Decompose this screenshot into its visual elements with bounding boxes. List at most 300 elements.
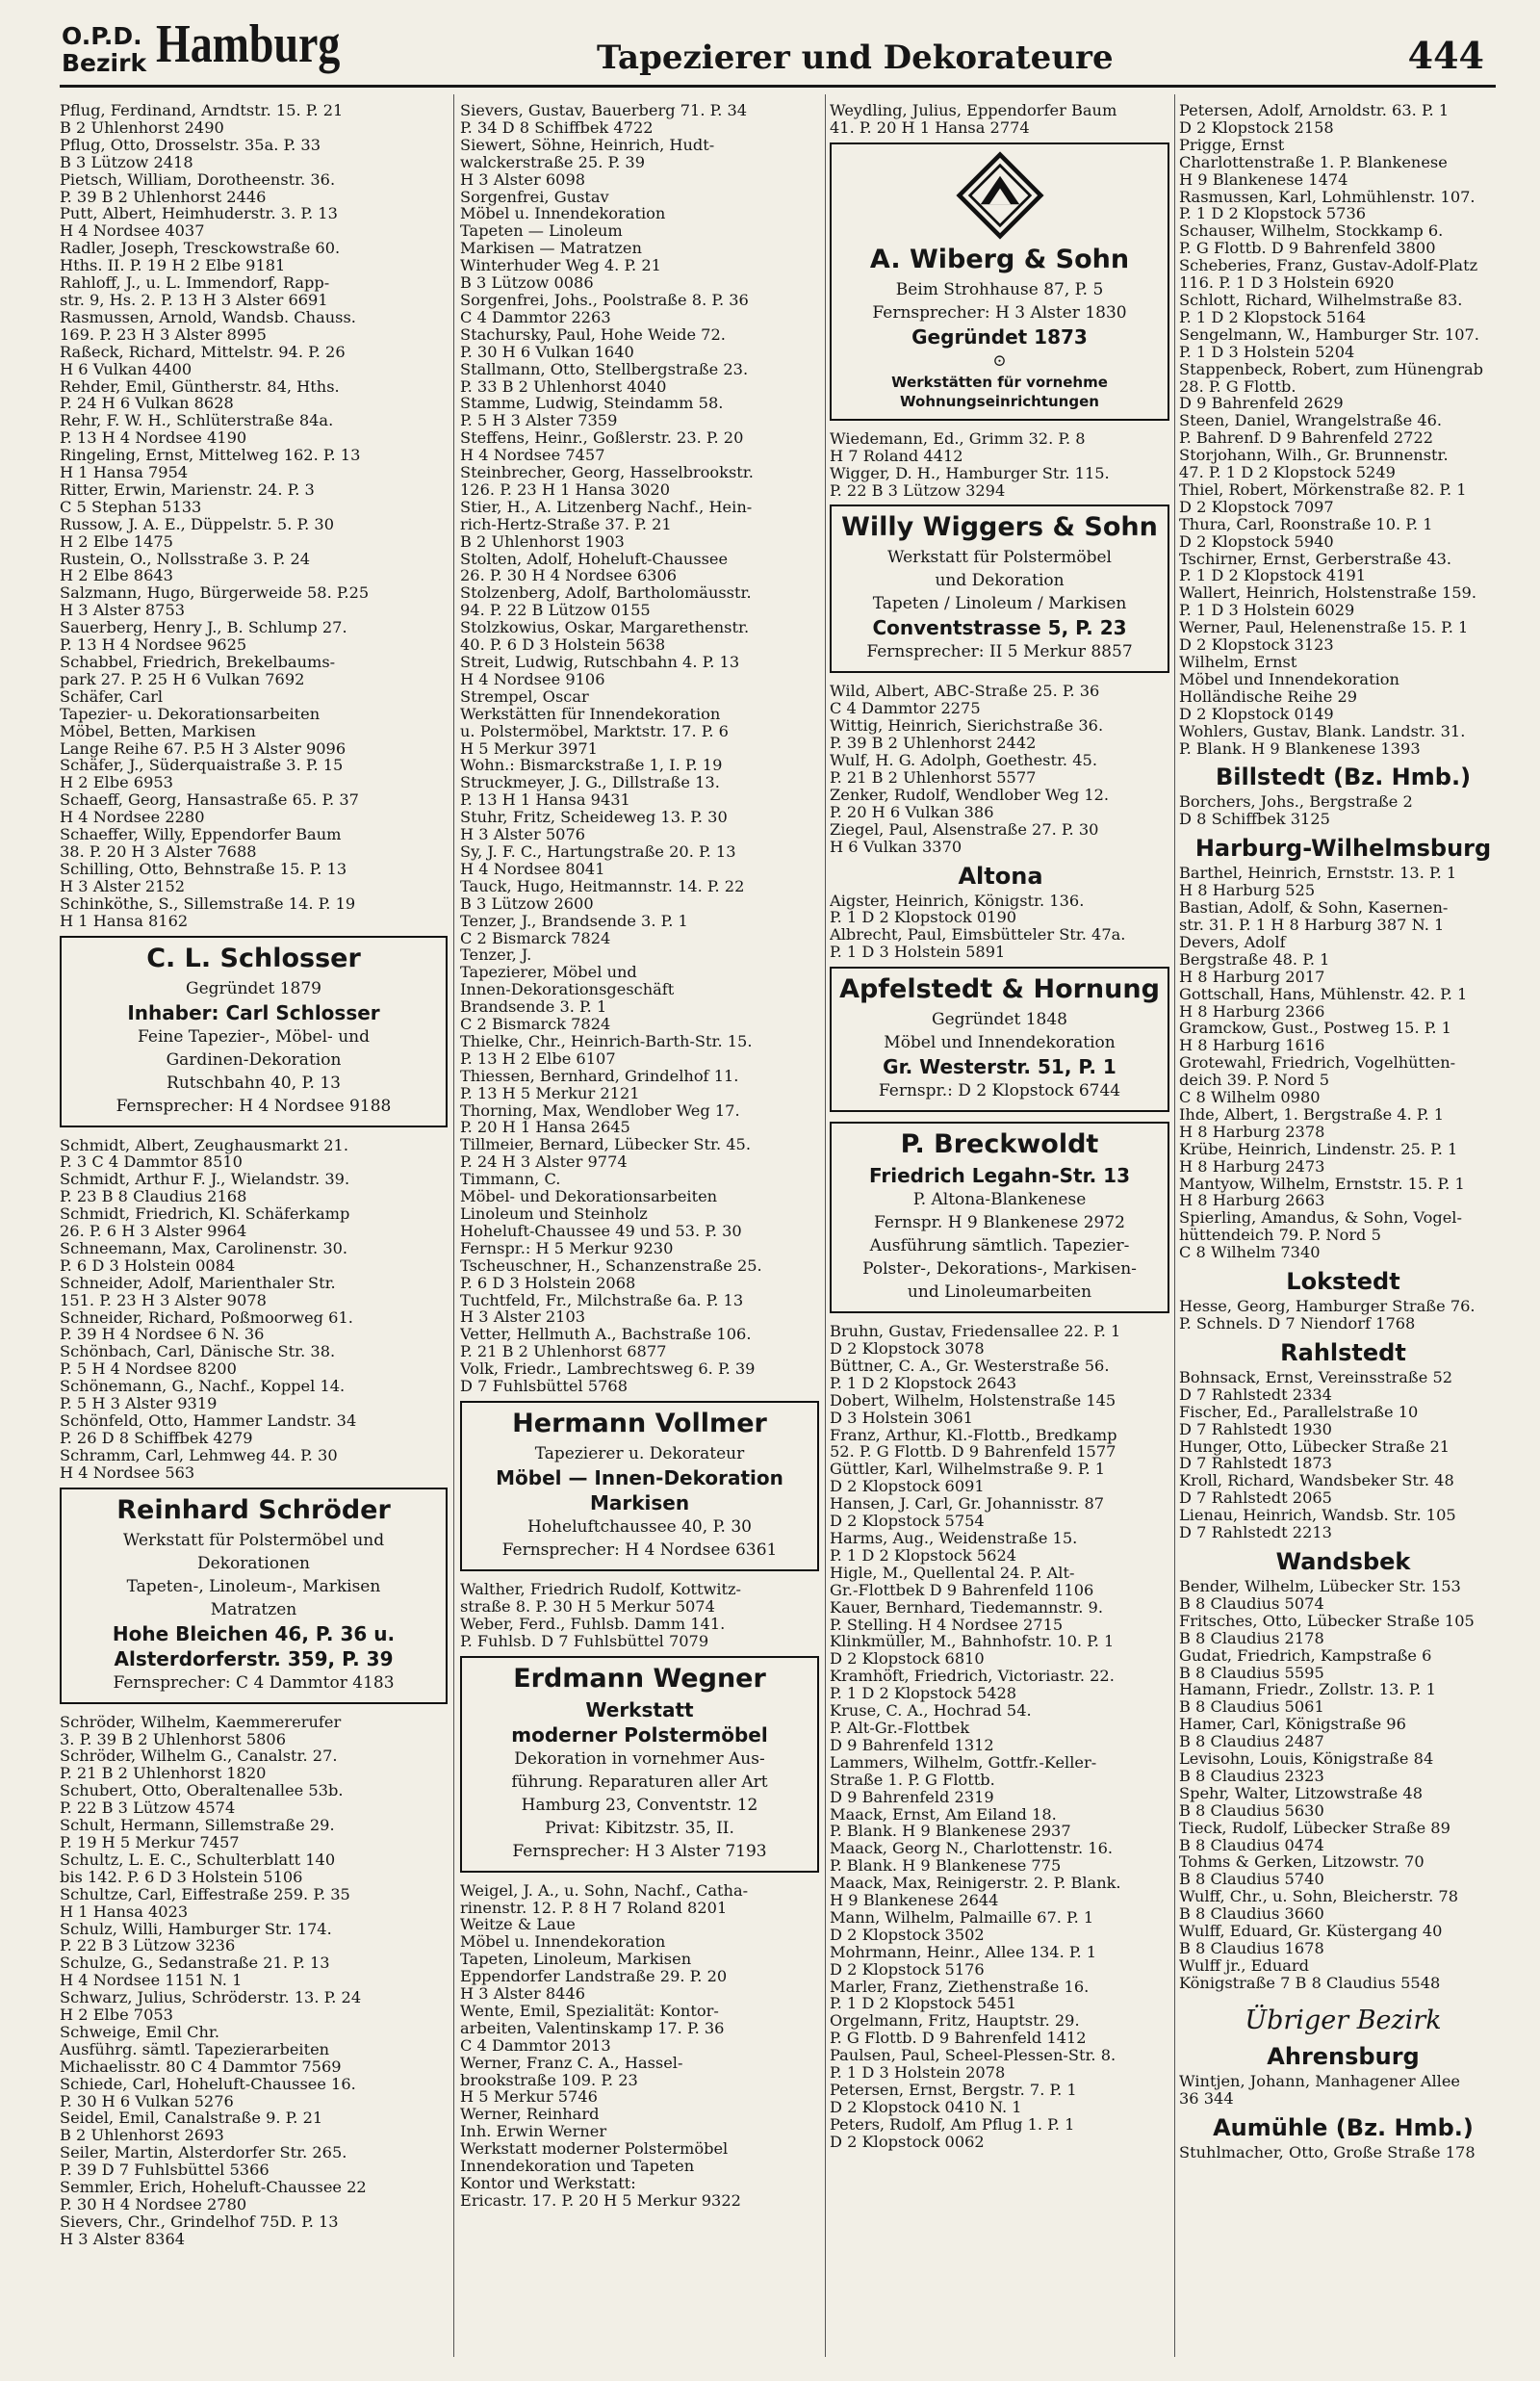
entry-line: H 3 Alster 5076 — [460, 825, 586, 844]
opd-text: O.P.D. — [62, 22, 142, 50]
entry-line: Stolten, Adolf, Hoheluft-Chaussee — [460, 549, 729, 568]
ad-line: Möbel und Innendekoration — [884, 1033, 1116, 1053]
entry-line: D 2 Klopstock 6810 — [830, 1649, 985, 1669]
ad-line: Matratzen — [210, 1599, 297, 1619]
entry-line: D 2 Klopstock 7097 — [1179, 497, 1334, 516]
entry-line: D 2 Klopstock 3078 — [830, 1339, 985, 1359]
entry-line: Tapezier- u. Dekorationsarbeiten — [60, 704, 321, 723]
entry-line: Stuhlmacher, Otto, Große Straße 178 — [1179, 2142, 1476, 2161]
entry-line: P. 21 B 2 Uhlenhorst 1820 — [60, 1764, 267, 1783]
entry-line: H 6 Vulkan 4400 — [60, 359, 192, 378]
entry-line: 3. P. 39 B 2 Uhlenhorst 5806 — [60, 1729, 287, 1748]
entry-line: P. 13 H 2 Elbe 6107 — [460, 1048, 616, 1068]
entry-line: Schauser, Wilhelm, Stockkamp 6. — [1179, 221, 1444, 241]
entry-line: Schneemann, Max, Carolinenstr. 30. — [60, 1238, 348, 1257]
entry-line: 116. P. 1 D 3 Holstein 6920 — [1179, 273, 1395, 293]
entry-line: H 5 Merkur 3971 — [460, 738, 598, 758]
entry-line: Holländische Reihe 29 — [1179, 686, 1358, 706]
entry-line: Grotewahl, Friedrich, Vogelhütten- — [1179, 1053, 1456, 1073]
entry-line: Albrecht, Paul, Eimsbütteler Str. 47a. — [830, 925, 1126, 945]
entry-line: Markisen — Matratzen — [460, 239, 642, 258]
ad-vollmer — [460, 1401, 819, 1571]
section-heading-italic: Übriger Bezirk — [1245, 2005, 1442, 2035]
listing-block — [1179, 1298, 1507, 1333]
entry-line: Schmidt, Friedrich, Kl. Schäferkamp — [60, 1204, 350, 1224]
entry-line: D 9 Bahrenfeld 1312 — [830, 1735, 994, 1754]
entry-line: Güttler, Karl, Wilhelmstraße 9. P. 1 — [830, 1460, 1106, 1479]
entry-line: Stolzkowius, Oskar, Margarethenstr. — [460, 618, 750, 637]
entry-line: Hamann, Friedr., Zollstr. 13. P. 1 — [1179, 1680, 1436, 1699]
entry-line: Schönemann, G., Nachf., Koppel 14. — [60, 1377, 346, 1396]
entry-line: P. Schnels. D 7 Niendorf 1768 — [1179, 1314, 1416, 1333]
entry-line: Stachursky, Paul, Hohe Weide 72. — [460, 324, 726, 344]
column-2 — [460, 102, 821, 2365]
ad-title: C. L. Schlosser — [146, 943, 361, 973]
entry-line: B 8 Claudius 3660 — [1179, 1904, 1324, 1924]
entry-line: H 8 Harburg 2663 — [1179, 1191, 1325, 1210]
entry-line: Schäfer, J., Süderquaistraße 3. P. 15 — [60, 756, 344, 775]
entry-line: B 3 Lützow 2600 — [460, 893, 594, 913]
entry-line: Wulff, Chr., u. Sohn, Bleicherstr. 78 — [1179, 1887, 1458, 1906]
ad-phone: Fernsprecher: H 4 Nordsee 6361 — [501, 1540, 778, 1560]
entry-line: Putt, Albert, Heimhuderstr. 3. P. 13 — [60, 204, 338, 223]
entry-line: Werkstätten für Innendekoration — [460, 704, 721, 723]
entry-line: Ausführg. sämtl. Tapezierarbeiten — [60, 2039, 330, 2058]
column-1 — [60, 102, 449, 2365]
entry-line: walckerstraße 25. P. 39 — [460, 152, 646, 171]
entry-line: Thorning, Max, Wendlober Weg 17. — [460, 1100, 740, 1120]
entry-line: P. 6 D 3 Holstein 0084 — [60, 1255, 236, 1275]
ad-owner: Inhaber: Carl Schlosser — [127, 1000, 380, 1024]
entry-line: Hesse, Georg, Hamburger Straße 76. — [1179, 1297, 1476, 1316]
entry-line: H 2 Elbe 6953 — [60, 773, 173, 792]
entry-line: Mohrmann, Heinr., Allee 134. P. 1 — [830, 1942, 1097, 1961]
entry-line: Tapeten — Linoleum — [460, 221, 623, 241]
entry-line: P. 1 D 3 Holstein 5204 — [1179, 342, 1355, 361]
ad-title: Erdmann Wegner — [513, 1663, 766, 1694]
entry-line: D 7 Fuhlsbüttel 5768 — [460, 1377, 629, 1396]
ad-address: Rutschbahn 40, P. 13 — [167, 1073, 341, 1093]
entry-line: C 8 Wilhelm 0980 — [1179, 1088, 1321, 1107]
entry-line: Brandsende 3. P. 1 — [460, 997, 607, 1017]
city-title: Hamburg — [156, 14, 341, 74]
entry-line: Thiessen, Bernhard, Grindelhof 11. — [460, 1066, 739, 1085]
entry-line: Wulff jr., Eduard — [1179, 1955, 1309, 1975]
entry-line: Schönfeld, Otto, Hammer Landstr. 34 — [60, 1411, 357, 1430]
entry-line: Thura, Carl, Roonstraße 10. P. 1 — [1179, 514, 1433, 533]
circle-ornament-icon: ⊙ — [992, 350, 1007, 371]
entry-line: Prigge, Ernst — [1179, 135, 1285, 154]
entry-line: P. 23 B 8 Claudius 2168 — [60, 1187, 247, 1206]
entry-line: Dobert, Wilhelm, Holstenstraße 145 — [830, 1390, 1116, 1410]
ad-line: Werkstatt für Polstermöbel und — [122, 1530, 385, 1550]
entry-line: H 8 Harburg 2473 — [1179, 1156, 1325, 1176]
entry-line: Winterhuder Weg 4. P. 21 — [460, 256, 661, 275]
entry-line: Wigger, D. H., Hamburger Str. 115. — [830, 463, 1110, 482]
listing-block — [1179, 102, 1507, 757]
entry-line: Harms, Aug., Weidenstraße 15. — [830, 1529, 1078, 1547]
entry-line: B 2 Uhlenhorst 2490 — [60, 117, 224, 137]
entry-line: P. 13 H 4 Nordsee 9625 — [60, 635, 247, 655]
entry-line: P. 6 D 3 Holstein 2068 — [460, 1273, 636, 1292]
ad-line: und Linoleumarbeiten — [907, 1282, 1092, 1303]
entry-line: Thielke, Chr., Heinrich-Barth-Str. 15. — [460, 1031, 753, 1050]
entry-line: H 8 Harburg 525 — [1179, 881, 1316, 900]
entry-line: 126. P. 23 H 1 Hansa 3020 — [460, 479, 671, 499]
entry-line: P. 13 H 1 Hansa 9431 — [460, 790, 630, 810]
ad-line: Privat: Kibitzstr. 35, II. — [545, 1818, 734, 1838]
ad-phone: Fernspr.: D 2 Klopstock 6744 — [878, 1081, 1121, 1101]
entry-line: 38. P. 20 H 3 Alster 7688 — [60, 841, 257, 861]
entry-line: C 4 Dammtor 2013 — [460, 2035, 611, 2055]
entry-line: Kruse, C. A., Hochrad 54. — [830, 1701, 1032, 1721]
entry-line: 94. P. 22 B Lützow 0155 — [460, 601, 651, 620]
entry-line: C 2 Bismarck 7824 — [460, 928, 611, 947]
subsection-heading: Altona — [958, 862, 1043, 890]
entry-line: Radler, Joseph, Tresckowstraße 60. — [60, 239, 341, 258]
listing-block — [1179, 1578, 1507, 1992]
entry-line: Tapeten, Linoleum, Markisen — [460, 1950, 692, 1969]
entry-line: P. 39 H 4 Nordsee 6 N. 36 — [60, 1325, 265, 1344]
entry-line: Schröder, Wilhelm, Kaemmererufer — [60, 1712, 342, 1731]
entry-line: H 4 Nordsee 9106 — [460, 669, 605, 688]
entry-line: P. 5 H 4 Nordsee 8200 — [60, 1359, 237, 1379]
entry-line: P. 1 D 2 Klopstock 5451 — [830, 1994, 1017, 2013]
entry-line: Maack, Ernst, Am Eiland 18. — [830, 1804, 1057, 1824]
entry-line: D 7 Rahlstedt 1873 — [1179, 1454, 1332, 1473]
entry-line: Wulf, H. G. Adolph, Goethestr. 45. — [830, 751, 1097, 770]
entry-line: Stamme, Ludwig, Steindamm 58. — [460, 394, 724, 413]
entry-line: str. 31. P. 1 H 8 Harburg 387 N. 1 — [1179, 915, 1445, 934]
entry-line: Raßeck, Richard, Mittelstr. 94. P. 26 — [60, 342, 346, 361]
entry-line: Werner, Paul, Helenenstraße 15. P. 1 — [1179, 618, 1469, 637]
entry-line: Tieck, Rudolf, Lübecker Straße 89 — [1179, 1818, 1450, 1837]
ad-title: Reinhard Schröder — [116, 1494, 391, 1525]
entry-line: B 8 Claudius 2178 — [1179, 1628, 1324, 1647]
entry-line: D 3 Holstein 3061 — [830, 1408, 973, 1427]
entry-line: Rasmussen, Karl, Lohmühlenstr. 107. — [1179, 187, 1476, 206]
entry-line: Wente, Emil, Spezialität: Kontor- — [460, 2001, 719, 2020]
entry-line: D 2 Klopstock 5754 — [830, 1512, 985, 1531]
ad-line: Feine Tapezier-, Möbel- und — [138, 1026, 370, 1047]
entry-line: Wintjen, Johann, Manhagener Allee — [1179, 2071, 1460, 2090]
opd-label — [62, 23, 146, 77]
ad-schlosser — [60, 936, 448, 1127]
ad-title: P. Breckwoldt — [900, 1129, 1099, 1160]
entry-line: C 8 Wilhelm 7340 — [1179, 1243, 1321, 1262]
entry-line: H 4 Nordsee 7457 — [460, 446, 605, 465]
entry-line: H 4 Nordsee 563 — [60, 1462, 195, 1482]
entry-line: 26. P. 6 H 3 Alster 9964 — [60, 1222, 247, 1241]
entry-line: Wohn.: Bismarckstraße 1, I. P. 19 — [460, 756, 723, 775]
ad-line: moderner Polstermöbel — [511, 1722, 768, 1747]
entry-line: Innen-Dekorationsgeschäft — [460, 980, 675, 999]
ad-line: Markisen — [589, 1490, 690, 1514]
entry-line: P. 5 H 3 Alster 9319 — [60, 1394, 218, 1413]
entry-line: Hths. II. P. 19 H 2 Elbe 9181 — [60, 256, 286, 275]
page-number: 444 — [1407, 34, 1484, 77]
entry-line: P. Blank. H 9 Blankenese 2937 — [830, 1822, 1071, 1841]
header-rule — [60, 85, 1496, 88]
entry-line: Tohms & Gerken, Litzowstr. 70 — [1179, 1852, 1424, 1872]
entry-line: D 2 Klopstock 2158 — [1179, 117, 1334, 137]
ad-phone: Fernsprecher: H 4 Nordsee 9188 — [116, 1096, 392, 1116]
ad-title: A. Wiberg & Sohn — [869, 244, 1130, 274]
entry-line: Schramm, Carl, Lehmweg 44. P. 30 — [60, 1445, 338, 1464]
entry-line: Rustein, O., Nollsstraße 3. P. 24 — [60, 549, 311, 568]
entry-line: Sievers, Gustav, Bauerberg 71. P. 34 — [460, 102, 748, 119]
entry-line: P. 22 B 3 Lützow 4574 — [60, 1799, 236, 1818]
listing-block — [830, 1323, 1171, 2151]
entry-line: Möbel u. Innendekoration — [460, 1932, 666, 1952]
entry-line: D 7 Rahlstedt 1930 — [1179, 1419, 1332, 1438]
diamond-logo-icon — [956, 151, 1044, 240]
entry-line: P. 20 H 1 Hansa 2645 — [460, 1118, 630, 1137]
entry-line: Gr.-Flottbek D 9 Bahrenfeld 1106 — [830, 1580, 1094, 1599]
entry-line: Krübe, Heinrich, Lindenstr. 25. P. 1 — [1179, 1139, 1458, 1158]
entry-line: hüttendeich 79. P. Nord 5 — [1179, 1226, 1381, 1245]
entry-line: Schönbach, Carl, Dänische Str. 38. — [60, 1342, 336, 1361]
ad-address: Alsterdorferstr. 359, P. 39 — [114, 1646, 394, 1670]
listing-block — [1179, 2144, 1507, 2161]
entry-line: B 8 Claudius 5074 — [1179, 1593, 1324, 1613]
entry-line: H 4 Nordsee 8041 — [460, 859, 605, 878]
entry-line: B 3 Lützow 0086 — [460, 273, 594, 293]
entry-line: D 2 Klopstock 0410 N. 1 — [830, 2097, 1022, 2116]
ad-founded: Gegründet 1873 — [911, 324, 1088, 349]
section-title: Tapezierer und Dekorateure — [597, 39, 1114, 77]
ad-schroeder — [60, 1488, 448, 1704]
ad-wiberg — [830, 142, 1169, 421]
entry-line: B 8 Claudius 5740 — [1179, 1870, 1324, 1889]
ad-line: Möbel — Innen-Dekoration — [496, 1465, 783, 1489]
entry-line: P. 21 B 2 Uhlenhorst 6877 — [460, 1342, 667, 1361]
entry-line: Kauer, Bernhard, Tiedemannstr. 9. — [830, 1597, 1103, 1617]
entry-line: Schinköthe, S., Sillemstraße 14. P. 19 — [60, 893, 356, 913]
entry-line: Schultz, L. E. C., Schulterblatt 140 — [60, 1850, 336, 1869]
entry-line: P. 1 D 3 Holstein 5891 — [830, 943, 1006, 962]
entry-line: Siewert, Söhne, Heinrich, Hudt- — [460, 135, 715, 154]
entry-line: Innendekoration und Tapeten — [460, 2157, 695, 2176]
entry-line: Pietsch, William, Dorotheenstr. 36. — [60, 169, 336, 189]
listing-block — [1179, 2073, 1507, 2108]
entry-line: Schult, Hermann, Sillemstraße 29. — [60, 1816, 335, 1835]
entry-line: P. 30 H 6 Vulkan 1640 — [460, 342, 634, 361]
entry-line: Weydling, Julius, Eppendorfer Baum — [830, 102, 1117, 119]
listing-block — [1179, 1369, 1507, 1541]
entry-line: Bastian, Adolf, & Sohn, Kasernen- — [1179, 898, 1449, 918]
entry-line: Schabbel, Friedrich, Brekelbaums- — [60, 653, 336, 671]
entry-line: Weigel, J. A., u. Sohn, Nachf., Catha- — [460, 1880, 749, 1900]
entry-line: Ringeling, Ernst, Mittelweg 162. P. 13 — [60, 446, 361, 465]
entry-line: P. 21 B 2 Uhlenhorst 5577 — [830, 767, 1037, 787]
entry-line: Schmidt, Albert, Zeughausmarkt 21. — [60, 1135, 348, 1154]
entry-line: Sauerberg, Henry J., B. Schlump 27. — [60, 618, 347, 637]
entry-line: B 8 Claudius 1678 — [1179, 1939, 1324, 1957]
ad-line: Hamburg 23, Conventstr. 12 — [521, 1795, 758, 1815]
entry-line: C 5 Stephan 5133 — [60, 497, 202, 516]
listing-block — [1179, 865, 1507, 1261]
listing-block — [60, 1714, 449, 2248]
entry-line: Steen, Daniel, Wrangelstraße 46. — [1179, 411, 1443, 430]
entry-line: Schubert, Otto, Oberaltenallee 53b. — [60, 1781, 344, 1800]
entry-line: P. Bahrenf. D 9 Bahrenfeld 2722 — [1179, 428, 1434, 448]
ad-wegner — [460, 1656, 819, 1873]
entry-line: H 4 Nordsee 1151 N. 1 — [60, 1971, 243, 1990]
entry-line: D 2 Klopstock 3123 — [1179, 635, 1334, 655]
entry-line: Zenker, Rudolf, Wendlober Weg 12. — [830, 785, 1110, 804]
entry-line: H 8 Harburg 2366 — [1179, 1001, 1325, 1021]
entry-line: Werner, Franz C. A., Hassel- — [460, 2053, 683, 2072]
entry-line: Storjohann, Wilh., Gr. Brunnenstr. — [1179, 446, 1449, 465]
entry-line: P. 22 B 3 Lützow 3236 — [60, 1936, 236, 1955]
entry-line: B 2 Uhlenhorst 2693 — [60, 2126, 224, 2145]
entry-line: 52. P. G Flottb. D 9 Bahrenfeld 1577 — [830, 1442, 1116, 1462]
entry-line: Schulz, Willi, Hamburger Str. 174. — [60, 1919, 332, 1938]
entry-line: P. 5 H 3 Alster 7359 — [460, 411, 618, 430]
entry-line: H 5 Merkur 5746 — [460, 2087, 598, 2107]
entry-line: H 7 Roland 4412 — [830, 446, 963, 465]
entry-line: D 9 Bahrenfeld 2319 — [830, 1787, 994, 1806]
ad-address: Beim Strohhause 87, P. 5 — [895, 279, 1104, 299]
entry-line: Aigster, Heinrich, Königstr. 136. — [830, 891, 1085, 910]
entry-line: H 8 Harburg 1616 — [1179, 1036, 1325, 1055]
entry-line: Stolzenberg, Adolf, Bartholomäusstr. — [460, 583, 752, 603]
column-divider — [453, 94, 454, 2357]
entry-line: P. 24 H 6 Vulkan 8628 — [60, 394, 234, 413]
entry-line: arbeiten, Valentinskamp 17. P. 36 — [460, 2018, 725, 2037]
entry-line: B 2 Uhlenhorst 1903 — [460, 531, 625, 551]
column-4 — [1179, 102, 1507, 2365]
entry-line: Hamer, Carl, Königstraße 96 — [1179, 1715, 1406, 1734]
entry-line: Levisohn, Louis, Königstraße 84 — [1179, 1749, 1434, 1769]
entry-line: Sorgenfrei, Gustav — [460, 187, 609, 206]
ad-line: Wohnungseinrichtungen — [900, 392, 1099, 410]
entry-line: H 3 Alster 8753 — [60, 601, 186, 620]
entry-line: park 27. P. 25 H 6 Vulkan 7692 — [60, 669, 305, 688]
entry-line: P. 1 D 3 Holstein 6029 — [1179, 601, 1355, 620]
entry-line: Steinbrecher, Georg, Hasselbrookstr. — [460, 463, 754, 482]
column-divider — [1174, 94, 1175, 2357]
entry-line: H 3 Alster 6098 — [460, 169, 586, 189]
entry-line: Gramckow, Gust., Postweg 15. P. 1 — [1179, 1019, 1451, 1038]
wiberg-logo — [837, 151, 1162, 240]
entry-line: Rahloff, J., u. L. Immendorf, Rapp- — [60, 273, 330, 293]
entry-line: Wild, Albert, ABC-Straße 25. P. 36 — [830, 682, 1100, 701]
entry-line: Ziegel, Paul, Alsenstraße 27. P. 30 — [830, 819, 1099, 839]
entry-line: Pflug, Otto, Drosselstr. 35a. P. 33 — [60, 135, 321, 154]
subsection-heading: Rahlstedt — [1280, 1338, 1406, 1366]
entry-line: Petersen, Adolf, Arnoldstr. 63. P. 1 — [1179, 102, 1450, 119]
entry-line: Lammers, Wilhelm, Gottfr.-Keller- — [830, 1752, 1097, 1772]
entry-line: Ericastr. 17. P. 20 H 5 Merkur 9322 — [460, 2190, 741, 2210]
entry-line: Hansen, J. Carl, Gr. Johannisstr. 87 — [830, 1494, 1105, 1514]
ad-line: Werkstatt für Polstermöbel — [886, 548, 1112, 568]
ad-founded: Gegründet 1848 — [932, 1010, 1067, 1030]
entry-line: Steffens, Heinr., Goßlerstr. 23. P. 20 — [460, 428, 744, 448]
entry-line: B 8 Claudius 5630 — [1179, 1800, 1324, 1820]
entry-line: Gudat, Friedrich, Kampstraße 6 — [1179, 1645, 1432, 1665]
entry-line: P. 13 H 5 Merkur 2121 — [460, 1083, 640, 1102]
column-3 — [830, 102, 1171, 2365]
entry-line: D 7 Rahlstedt 2065 — [1179, 1488, 1332, 1508]
entry-line: P. 1 D 2 Klopstock 2643 — [830, 1373, 1017, 1392]
entry-line: straße 8. P. 30 H 5 Merkur 5074 — [460, 1596, 715, 1616]
entry-line: Pflug, Ferdinand, Arndtstr. 15. P. 21 — [60, 102, 344, 119]
listing-block — [830, 893, 1171, 962]
entry-line: Stuhr, Fritz, Scheideweg 13. P. 30 — [460, 808, 728, 827]
entry-line: Schröder, Wilhelm G., Canalstr. 27. — [60, 1747, 338, 1766]
entry-line: Maack, Georg N., Charlottenstr. 16. — [830, 1839, 1114, 1858]
entry-line: Sengelmann, W., Hamburger Str. 107. — [1179, 324, 1479, 344]
entry-line: Möbel, Betten, Markisen — [60, 721, 256, 740]
entry-line: P. 22 B 3 Lützow 3294 — [830, 480, 1006, 500]
entry-line: Sy, J. F. C., Hartungstraße 20. P. 13 — [460, 841, 736, 861]
ad-apfelstedt — [830, 967, 1169, 1112]
entry-line: Barthel, Heinrich, Ernststr. 13. P. 1 — [1179, 864, 1457, 883]
entry-line: 47. P. 1 D 2 Klopstock 5249 — [1179, 463, 1396, 482]
entry-line: P. 20 H 6 Vulkan 386 — [830, 802, 994, 821]
entry-line: Werner, Reinhard — [460, 2105, 600, 2124]
entry-line: P. 26 D 8 Schiffbek 4279 — [60, 1428, 253, 1447]
subsection-heading: Wandsbek — [1275, 1547, 1411, 1575]
entry-line: D 2 Klopstock 3502 — [830, 1925, 985, 1944]
entry-line: Schweige, Emil Chr. — [60, 2022, 220, 2041]
entry-line: 151. P. 23 H 3 Alster 9078 — [60, 1290, 267, 1309]
entry-line: Schilling, Otto, Behnstraße 15. P. 13 — [60, 859, 347, 878]
entry-line: Petersen, Ernst, Bergstr. 7. P. 1 — [830, 2081, 1077, 2099]
listing-block — [460, 1882, 821, 2210]
entry-line: H 4 Nordsee 4037 — [60, 221, 205, 241]
entry-line: Linoleum und Steinholz — [460, 1204, 648, 1223]
entry-line: Ritter, Erwin, Marienstr. 24. P. 3 — [60, 479, 315, 499]
entry-line: brookstraße 109. P. 23 — [460, 2070, 638, 2089]
entry-line: Stallmann, Otto, Stellbergstraße 23. — [460, 359, 749, 378]
entry-line: H 6 Vulkan 3370 — [830, 837, 962, 856]
entry-line: P. 39 B 2 Uhlenhorst 2446 — [60, 187, 267, 206]
entry-line: Wilhelm, Ernst — [1179, 653, 1297, 671]
entry-line: B 8 Claudius 5061 — [1179, 1697, 1324, 1717]
listing-block — [830, 102, 1171, 137]
subsection-heading: Ahrensburg — [1267, 2042, 1420, 2070]
entry-line: Schäfer, Carl — [60, 686, 164, 706]
entry-line: P. 33 B 2 Uhlenhorst 4040 — [460, 376, 667, 396]
entry-line: Peters, Rudolf, Am Pflug 1. P. 1 — [830, 2114, 1075, 2134]
entry-line: P. 19 H 5 Merkur 7457 — [60, 1832, 240, 1851]
listing-block — [60, 1137, 449, 1482]
entry-line: Russow, J. A. E., Düppelstr. 5. P. 30 — [60, 514, 334, 533]
entry-line: Ihde, Albert, 1. Bergstraße 4. P. 1 — [1179, 1104, 1445, 1124]
entry-line: Walther, Friedrich Rudolf, Kottwitz- — [460, 1579, 742, 1598]
entry-line: Mann, Wilhelm, Palmaille 67. P. 1 — [830, 1907, 1094, 1927]
entry-line: Volk, Friedr., Lambrechtsweg 6. P. 39 — [460, 1359, 756, 1379]
entry-line: Fernspr.: H 5 Merkur 9230 — [460, 1238, 674, 1257]
ad-line: Dekoration in vornehmer Aus- — [514, 1748, 765, 1769]
entry-line: D 9 Bahrenfeld 2629 — [1179, 394, 1344, 413]
entry-line: Eppendorfer Landstraße 29. P. 20 — [460, 1967, 728, 1986]
entry-line: H 9 Blankenese 1474 — [1179, 169, 1348, 189]
entry-line: H 8 Harburg 2017 — [1179, 967, 1325, 986]
ad-line: Dekorationen — [197, 1553, 310, 1573]
entry-line: D 2 Klopstock 0062 — [830, 2132, 985, 2151]
entry-line: P. G Flottb. D 9 Bahrenfeld 3800 — [1179, 239, 1436, 258]
entry-line: Rehder, Emil, Güntherstr. 84, Hths. — [60, 376, 340, 396]
entry-line: 40. P. 6 D 3 Holstein 5638 — [460, 635, 666, 655]
ad-line: Polster-, Dekorations-, Markisen- — [862, 1259, 1137, 1280]
column-divider — [825, 94, 826, 2357]
entry-line: Büttner, C. A., Gr. Westerstraße 56. — [830, 1356, 1110, 1375]
entry-line: Wiedemann, Ed., Grimm 32. P. 8 — [830, 428, 1086, 448]
